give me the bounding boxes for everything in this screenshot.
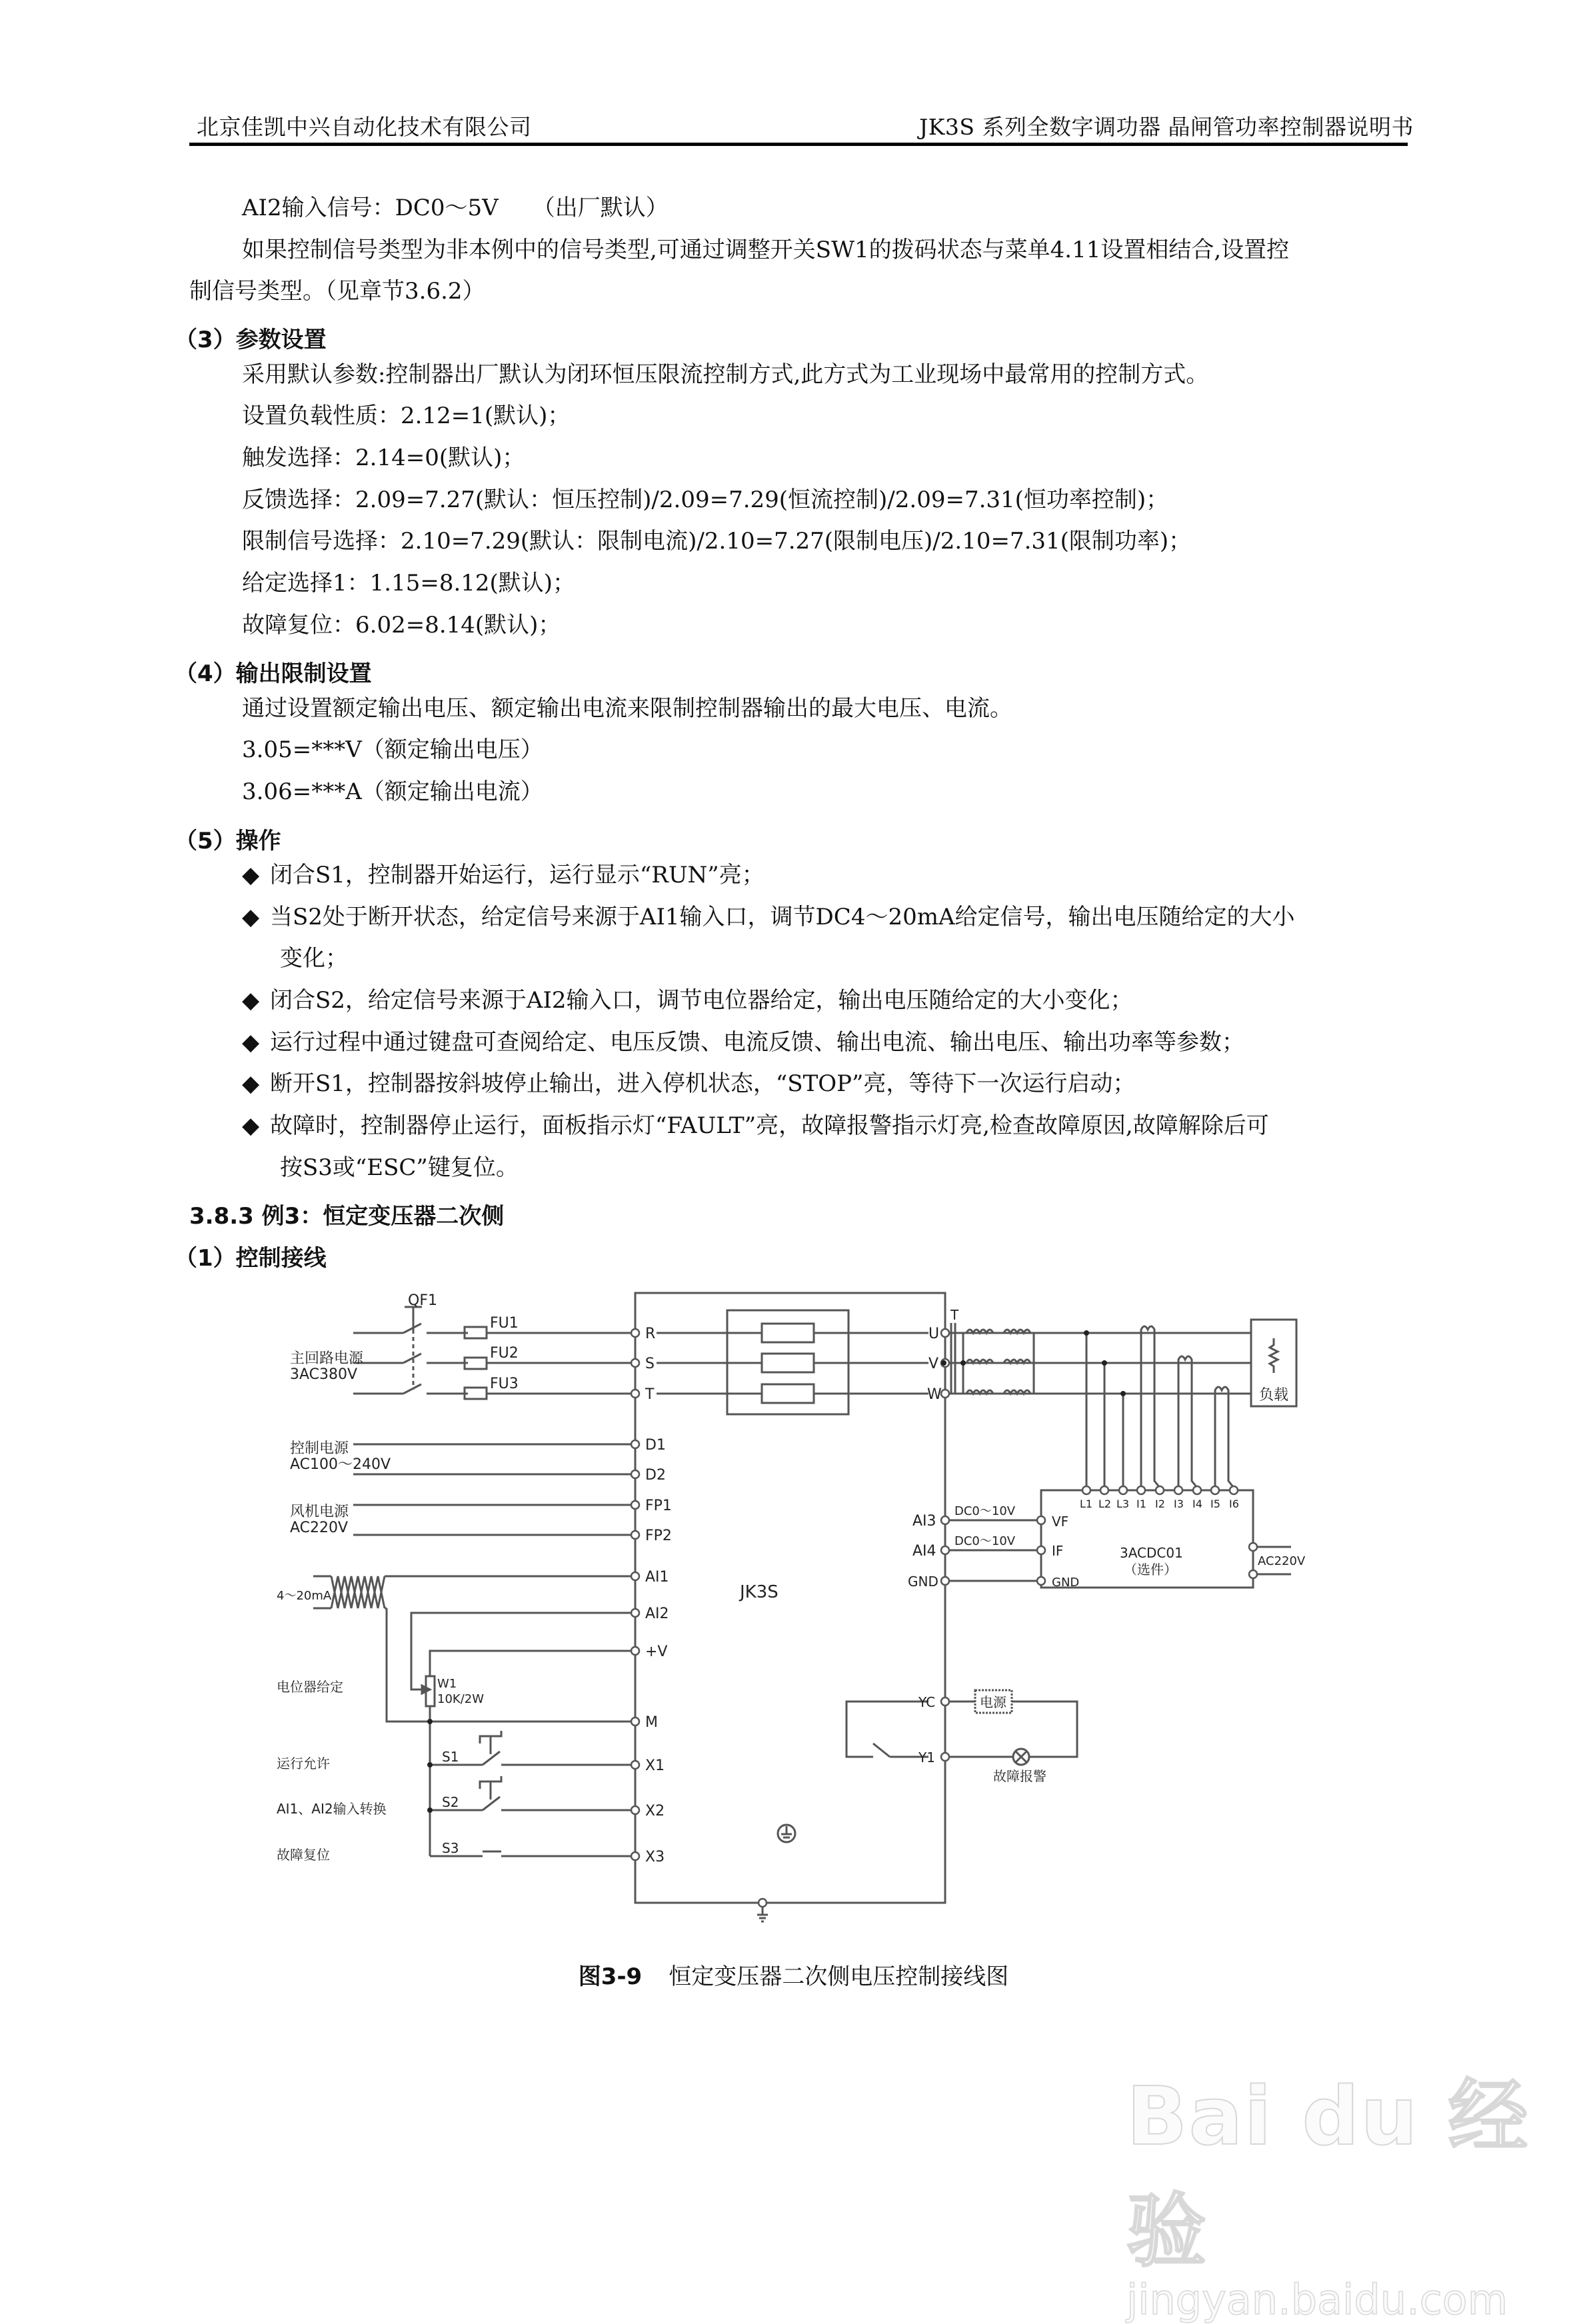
figure-title: 恒定变压器二次侧电压控制接线图 bbox=[669, 1963, 1009, 1990]
svg-text:FU3: FU3 bbox=[490, 1376, 519, 1392]
svg-text:I4: I4 bbox=[1192, 1498, 1202, 1510]
diamond-bullet-icon: ◆ bbox=[242, 1029, 260, 1056]
section-4-heading: （4）输出限制设置 bbox=[175, 660, 372, 687]
svg-text:DC0～10V: DC0～10V bbox=[954, 1534, 1016, 1548]
param-line: 设置负载性质：2.12=1(默认)； bbox=[242, 403, 571, 429]
svg-text:AI1、AI2输入转换: AI1、AI2输入转换 bbox=[277, 1801, 387, 1817]
svg-text:负载: 负载 bbox=[1259, 1387, 1289, 1404]
svg-text:FP1: FP1 bbox=[645, 1498, 672, 1514]
svg-text:L1: L1 bbox=[1080, 1498, 1093, 1510]
operation-bullet-cont: 按S3或“ESC”键复位。 bbox=[280, 1154, 519, 1181]
diamond-bullet-icon: ◆ bbox=[242, 987, 260, 1014]
operation-bullet: ◆ 运行过程中通过键盘可查阅给定、电压反馈、电流反馈、输出电流、输出电压、输出功率等参数； bbox=[242, 1029, 1244, 1056]
svg-text:I2: I2 bbox=[1155, 1498, 1165, 1510]
svg-text:Y1: Y1 bbox=[918, 1749, 935, 1765]
control-wiring-heading: （1）控制接线 bbox=[175, 1245, 327, 1272]
section-5-heading: （5）操作 bbox=[175, 828, 281, 854]
svg-text:VF: VF bbox=[1052, 1514, 1069, 1530]
svg-text:I1: I1 bbox=[1136, 1498, 1146, 1510]
svg-text:电源: 电源 bbox=[980, 1694, 1006, 1710]
svg-text:AC220V: AC220V bbox=[1258, 1554, 1306, 1568]
operation-bullet: ◆ 闭合S2，给定信号来源于AI2输入口，调节电位器给定，输出电压随给定的大小变化； bbox=[242, 987, 1133, 1014]
operation-bullet: ◆ 断开S1，控制器按斜坡停止输出，进入停机状态，“STOP”亮，等待下一次运行启动； bbox=[242, 1070, 1136, 1097]
param-line: 故障复位：6.02=8.14(默认)； bbox=[242, 612, 561, 638]
limit-line: 通过设置额定输出电压、额定输出电流来限制控制器输出的最大电压、电流。 bbox=[242, 695, 1012, 722]
svg-text:X2: X2 bbox=[645, 1803, 665, 1819]
svg-text:W1: W1 bbox=[437, 1677, 457, 1691]
svg-text:FU1: FU1 bbox=[490, 1315, 519, 1332]
svg-text:M: M bbox=[645, 1714, 658, 1731]
note-line-2: 制信号类型。（见章节3.6.2） bbox=[189, 278, 485, 305]
param-line: 采用默认参数:控制器出厂默认为闭环恒压限流控制方式,此方式为工业现场中最常用的控制方式。 bbox=[242, 361, 1209, 388]
svg-text:JK3S: JK3S bbox=[740, 1582, 779, 1602]
svg-text:3ACDC01: 3ACDC01 bbox=[1120, 1545, 1183, 1561]
svg-text:D2: D2 bbox=[645, 1467, 666, 1484]
svg-text:GND: GND bbox=[908, 1574, 938, 1590]
operation-bullet: ◆ 闭合S1，控制器开始运行，运行显示“RUN”亮； bbox=[242, 862, 765, 888]
note-line-1: 如果控制信号类型为非本例中的信号类型,可通过调整开关SW1的拨码状态与菜单4.11设置相结合,设置控 bbox=[242, 237, 1290, 263]
svg-text:R: R bbox=[645, 1326, 656, 1342]
svg-text:U: U bbox=[928, 1326, 940, 1342]
svg-text:I6: I6 bbox=[1229, 1498, 1239, 1510]
svg-text:I3: I3 bbox=[1174, 1498, 1184, 1510]
svg-text:（选件）: （选件） bbox=[1124, 1562, 1177, 1578]
svg-text:L3: L3 bbox=[1116, 1498, 1130, 1510]
svg-text:V: V bbox=[928, 1356, 939, 1372]
watermark-url: jingyan.baidu.com bbox=[1126, 2275, 1508, 2324]
svg-text:AI3: AI3 bbox=[912, 1513, 936, 1530]
param-line: 给定选择1：1.15=8.12(默认)； bbox=[242, 570, 576, 596]
param-line: 触发选择：2.14=0(默认)； bbox=[242, 445, 525, 471]
svg-text:T: T bbox=[645, 1386, 655, 1403]
svg-text:主回路电源: 主回路电源 bbox=[290, 1350, 364, 1367]
svg-text:W: W bbox=[927, 1386, 942, 1403]
svg-text:FU2: FU2 bbox=[490, 1345, 519, 1362]
svg-text:IF: IF bbox=[1052, 1543, 1064, 1559]
diamond-bullet-icon: ◆ bbox=[242, 862, 260, 888]
diamond-bullet-icon: ◆ bbox=[242, 1070, 260, 1097]
svg-text:S1: S1 bbox=[442, 1749, 459, 1765]
svg-text:AI2: AI2 bbox=[645, 1606, 669, 1622]
baidu-watermark bbox=[1126, 2053, 1587, 2324]
param-line: 反馈选择：2.09=7.27(默认：恒压控制)/2.09=7.29(恒流控制)/2.09=7.31(恒功率控制)； bbox=[242, 487, 1169, 513]
operation-bullet-cont: 变化； bbox=[280, 945, 348, 972]
param-line: 限制信号选择：2.10=7.29(默认：限制电流)/2.10=7.27(限制电压)/2.10=7.31(限制功率)； bbox=[242, 528, 1192, 555]
svg-text:+V: +V bbox=[645, 1644, 668, 1660]
svg-text:X3: X3 bbox=[645, 1849, 665, 1865]
svg-text:S2: S2 bbox=[442, 1794, 459, 1810]
limit-line: 3.05=***V（额定输出电压） bbox=[242, 736, 543, 763]
svg-text:AI1: AI1 bbox=[645, 1569, 669, 1586]
svg-text:X1: X1 bbox=[645, 1757, 665, 1774]
svg-text:10K/2W: 10K/2W bbox=[437, 1692, 485, 1706]
svg-text:YC: YC bbox=[918, 1694, 936, 1710]
figure-caption bbox=[0, 1958, 1587, 1991]
svg-text:故障报警: 故障报警 bbox=[993, 1768, 1046, 1784]
svg-text:电位器给定: 电位器给定 bbox=[277, 1679, 343, 1695]
svg-text:故障复位: 故障复位 bbox=[277, 1847, 330, 1863]
svg-text:D1: D1 bbox=[645, 1437, 666, 1454]
section-383-heading: 3.8.3 例3：恒定变压器二次侧 bbox=[189, 1203, 505, 1230]
ai2-signal-line: AI2输入信号：DC0～5V （出厂默认） bbox=[242, 195, 669, 221]
operation-bullet: ◆ 当S2处于断开状态，给定信号来源于AI1输入口，调节DC4～20mA给定信号，输出电压随给定的大小 bbox=[242, 904, 1295, 930]
svg-text:S: S bbox=[645, 1356, 655, 1372]
svg-text:运行允许: 运行允许 bbox=[277, 1755, 330, 1771]
svg-text:I5: I5 bbox=[1210, 1498, 1220, 1510]
operation-bullet: ◆ 故障时，控制器停止运行，面板指示灯“FAULT”亮，故障报警指示灯亮,检查故障原因,故障解除后可 bbox=[242, 1112, 1269, 1139]
svg-text:AC220V: AC220V bbox=[290, 1520, 349, 1536]
svg-text:QF1: QF1 bbox=[408, 1292, 437, 1309]
baidu-paw-logo-icon: Bai du 经验 bbox=[1126, 2071, 1530, 2278]
svg-text:风机电源: 风机电源 bbox=[290, 1504, 349, 1520]
svg-text:AC100～240V: AC100～240V bbox=[290, 1456, 391, 1473]
svg-text:T: T bbox=[950, 1307, 959, 1323]
header-company: 北京佳凯中兴自动化技术有限公司 bbox=[197, 114, 532, 140]
header-manual-title: JK3S 系列全数字调功器 晶闸管功率控制器说明书 bbox=[919, 114, 1414, 140]
section-3-heading: （3）参数设置 bbox=[175, 327, 327, 353]
svg-text:控制电源: 控制电源 bbox=[290, 1440, 349, 1457]
svg-text:L2: L2 bbox=[1098, 1498, 1112, 1510]
svg-text:3AC380V: 3AC380V bbox=[290, 1366, 358, 1383]
svg-text:AI4: AI4 bbox=[912, 1543, 936, 1560]
diamond-bullet-icon: ◆ bbox=[242, 1112, 260, 1139]
svg-text:FP2: FP2 bbox=[645, 1528, 672, 1544]
limit-line: 3.06=***A（额定输出电流） bbox=[242, 778, 543, 805]
figure-number: 图3-9 bbox=[578, 1963, 643, 1990]
svg-text:DC0～10V: DC0～10V bbox=[954, 1504, 1016, 1518]
svg-text:S3: S3 bbox=[442, 1840, 459, 1856]
svg-text:4～20mA: 4～20mA bbox=[277, 1589, 332, 1603]
diamond-bullet-icon: ◆ bbox=[242, 904, 260, 930]
svg-text:GND: GND bbox=[1052, 1576, 1080, 1590]
